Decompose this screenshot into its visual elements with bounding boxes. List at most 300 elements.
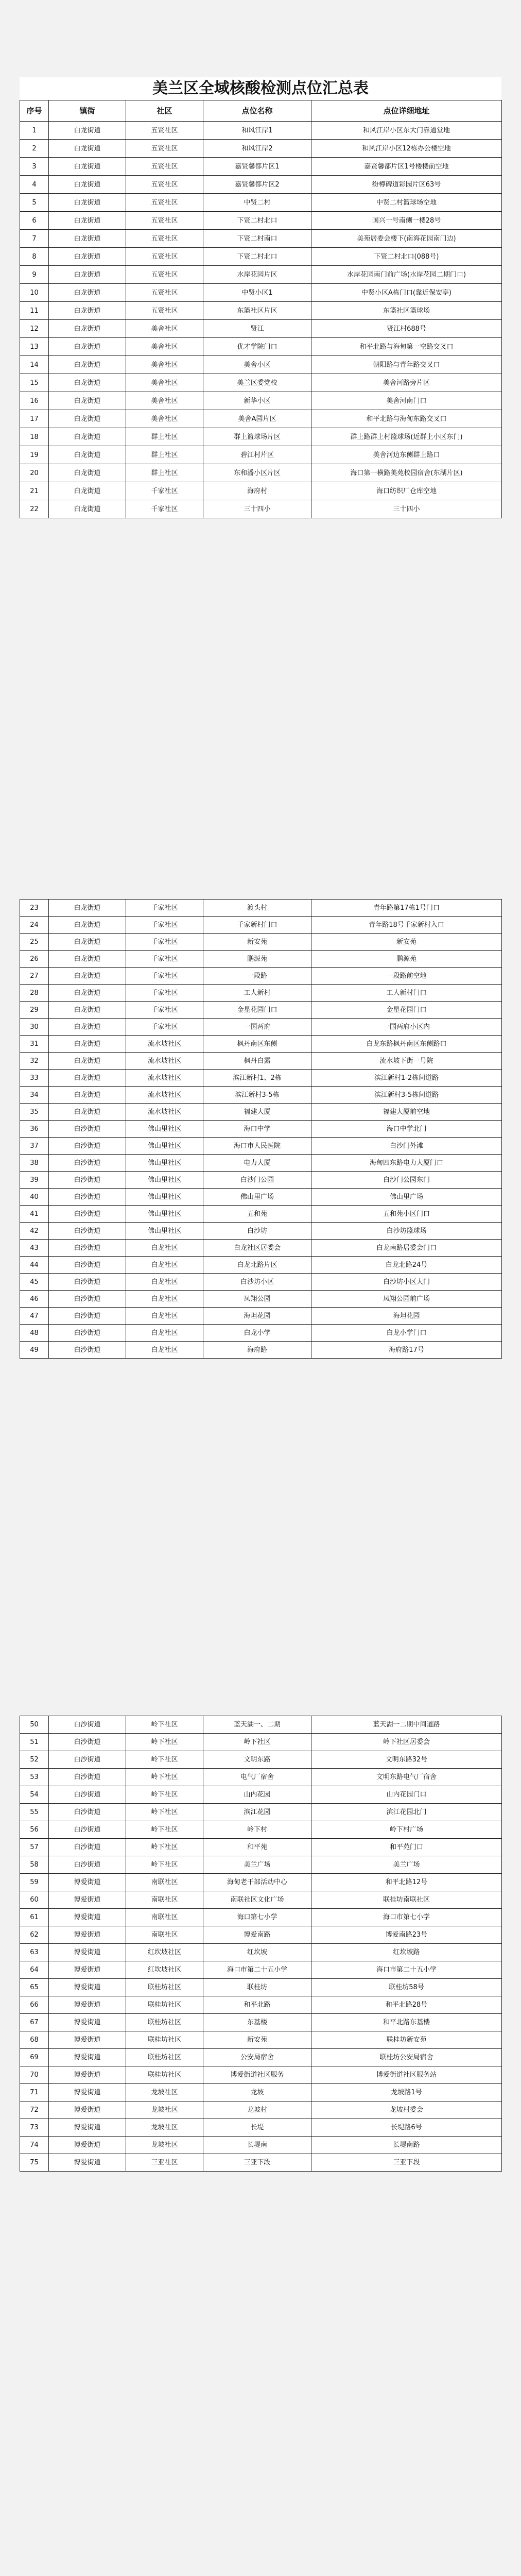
table-row: [20, 122, 502, 140]
community-cell: 白龙社区: [126, 1240, 203, 1257]
community-cell: 白龙社区: [126, 1342, 203, 1359]
community-cell: 岭下社区: [126, 1804, 203, 1821]
community-cell: 岭下社区: [126, 1856, 203, 1874]
row-number: 19: [20, 446, 49, 464]
town-cell: 白沙街道: [49, 1257, 126, 1274]
town-cell: 白沙街道: [49, 1751, 126, 1769]
table-row: [20, 2084, 502, 2102]
town-cell: 博爱街道: [49, 2084, 126, 2102]
table-row: [20, 2066, 502, 2084]
site-address-cell: 海甸四东路电力大厦门口: [311, 1155, 502, 1172]
site-name-cell: 白龙社区居委会: [203, 1240, 311, 1257]
row-number: 32: [20, 1053, 49, 1070]
site-name-cell: 美兰区委党校: [203, 374, 311, 392]
site-address-cell: 滨江新村3-5栋间道路: [311, 1087, 502, 1104]
table-row: [20, 1944, 502, 1961]
site-address-cell: 白沙门外滩: [311, 1138, 502, 1155]
town-cell: 白龙街道: [49, 140, 126, 158]
row-number: 29: [20, 1002, 49, 1019]
site-address-cell: 白龙小学门口: [311, 1325, 502, 1342]
site-name-cell: 白龙小学: [203, 1325, 311, 1342]
community-cell: 群上社区: [126, 464, 203, 482]
row-number: 38: [20, 1155, 49, 1172]
row-number: 47: [20, 1308, 49, 1325]
table-row: [20, 212, 502, 230]
community-cell: 千家社区: [126, 482, 203, 500]
community-cell: 龙坡社区: [126, 2084, 203, 2102]
row-number: 20: [20, 464, 49, 482]
row-number: 18: [20, 428, 49, 446]
town-cell: 白龙街道: [49, 374, 126, 392]
site-address-cell: 嘉贤馨都片区1号楼楼前空地: [311, 158, 502, 176]
row-number: 62: [20, 1926, 49, 1944]
town-cell: 白龙街道: [49, 248, 126, 266]
town-cell: 白沙街道: [49, 1308, 126, 1325]
table-row: [20, 1189, 502, 1206]
town-cell: 白龙街道: [49, 1019, 126, 1036]
row-number: 7: [20, 230, 49, 248]
row-number: 66: [20, 1996, 49, 2014]
row-number: 64: [20, 1961, 49, 1979]
table-row: [20, 1274, 502, 1291]
site-address-cell: 海口第一横路美苑校园宿舍(东湖片区): [311, 464, 502, 482]
town-cell: 白龙街道: [49, 917, 126, 934]
table-row: [20, 1891, 502, 1909]
town-cell: 白沙街道: [49, 1342, 126, 1359]
site-address-cell: 长堤南路: [311, 2137, 502, 2154]
row-number: 16: [20, 392, 49, 410]
site-name-cell: 中贤二村: [203, 194, 311, 212]
site-name-cell: 优才学院门口: [203, 338, 311, 356]
row-number: 28: [20, 985, 49, 1002]
town-cell: 白龙街道: [49, 482, 126, 500]
site-name-cell: 和平北路: [203, 1996, 311, 2014]
town-cell: 白沙街道: [49, 1189, 126, 1206]
town-cell: 白龙街道: [49, 1036, 126, 1053]
table-row: [20, 1786, 502, 1804]
table-row: [20, 1155, 502, 1172]
community-cell: 五贤社区: [126, 158, 203, 176]
town-cell: 白沙街道: [49, 1716, 126, 1734]
table-row: [20, 248, 502, 266]
row-number: 9: [20, 266, 49, 284]
town-cell: 白龙街道: [49, 1070, 126, 1087]
site-address-cell: 美苑居委会楼下(南海花园南门边): [311, 230, 502, 248]
site-address-cell: 博爱街道社区服务站: [311, 2066, 502, 2084]
town-cell: 白沙街道: [49, 1138, 126, 1155]
table-page-3: [20, 1716, 501, 2172]
town-cell: 白龙街道: [49, 176, 126, 194]
row-number: 50: [20, 1716, 49, 1734]
town-cell: 博爱街道: [49, 2031, 126, 2049]
table-row: [20, 900, 502, 917]
town-cell: 博爱街道: [49, 1891, 126, 1909]
row-number: 22: [20, 500, 49, 518]
community-cell: 佛山里社区: [126, 1189, 203, 1206]
community-cell: 千家社区: [126, 985, 203, 1002]
community-cell: 龙坡社区: [126, 2137, 203, 2154]
site-name-cell: 岭下社区: [203, 1734, 311, 1751]
community-cell: 佛山里社区: [126, 1121, 203, 1138]
town-cell: 白龙街道: [49, 934, 126, 951]
row-number: 55: [20, 1804, 49, 1821]
town-cell: 白龙街道: [49, 284, 126, 302]
row-number: 6: [20, 212, 49, 230]
site-address-cell: 长堤路6号: [311, 2119, 502, 2137]
site-name-cell: 博爱街道社区服务: [203, 2066, 311, 2084]
site-name-cell: 电气厂宿舍: [203, 1769, 311, 1786]
community-cell: 佛山里社区: [126, 1138, 203, 1155]
community-cell: 龙坡社区: [126, 2102, 203, 2119]
town-cell: 博爱街道: [49, 2137, 126, 2154]
row-number: 14: [20, 356, 49, 374]
site-address-cell: 朝阳路与青年路交叉口: [311, 356, 502, 374]
table-row: [20, 1804, 502, 1821]
community-cell: 联桂坊社区: [126, 2031, 203, 2049]
town-cell: 白沙街道: [49, 1274, 126, 1291]
site-address-cell: 三亚下段: [311, 2154, 502, 2172]
community-cell: 美舍社区: [126, 320, 203, 338]
site-name-cell: 新华小区: [203, 392, 311, 410]
site-address-cell: 博爱南路23号: [311, 1926, 502, 1944]
site-name-cell: 龙坡: [203, 2084, 311, 2102]
town-cell: 博爱街道: [49, 1909, 126, 1926]
site-name-cell: 南联社区文化广场: [203, 1891, 311, 1909]
town-cell: 白沙街道: [49, 1821, 126, 1839]
town-cell: 白沙街道: [49, 1121, 126, 1138]
table-row: [20, 410, 502, 428]
community-cell: 岭下社区: [126, 1751, 203, 1769]
row-number: 27: [20, 968, 49, 985]
row-number: 71: [20, 2084, 49, 2102]
row-number: 59: [20, 1874, 49, 1891]
site-name-cell: 红坎坡: [203, 1944, 311, 1961]
table-row: [20, 446, 502, 464]
site-address-cell: 国兴一号南侧一楼28号: [311, 212, 502, 230]
town-cell: 白沙街道: [49, 1325, 126, 1342]
town-cell: 博爱街道: [49, 2049, 126, 2066]
table-row: [20, 1961, 502, 1979]
site-address-cell: 美舍河边东侧群上路口: [311, 446, 502, 464]
table-row: [20, 2102, 502, 2119]
town-cell: 白龙街道: [49, 194, 126, 212]
row-number: 31: [20, 1036, 49, 1053]
site-name-cell: 海甸老干部活动中心: [203, 1874, 311, 1891]
site-address-cell: 白龙南路居委会门口: [311, 1240, 502, 1257]
site-name-cell: 海口市人民医院: [203, 1138, 311, 1155]
row-number: 1: [20, 122, 49, 140]
site-name-cell: 佛山里广场: [203, 1189, 311, 1206]
site-address-cell: 流水坡下街一号院: [311, 1053, 502, 1070]
community-cell: 岭下社区: [126, 1786, 203, 1804]
site-address-cell: 岭下社区居委会: [311, 1734, 502, 1751]
site-address-cell: 联桂坊新安苑: [311, 2031, 502, 2049]
table-row: [20, 500, 502, 518]
site-address-cell: 山内花园门口: [311, 1786, 502, 1804]
row-number: 61: [20, 1909, 49, 1926]
column-header: 点位详细地址: [311, 100, 502, 122]
town-cell: 博爱街道: [49, 2154, 126, 2172]
town-cell: 博爱街道: [49, 1944, 126, 1961]
table-row: [20, 1257, 502, 1274]
town-cell: 白龙街道: [49, 1104, 126, 1121]
site-address-cell: 红坎坡路: [311, 1944, 502, 1961]
site-name-cell: 新安苑: [203, 934, 311, 951]
table-row: [20, 2014, 502, 2031]
site-address-cell: 海口市第二十五小学: [311, 1961, 502, 1979]
site-address-cell: 鹏源苑: [311, 951, 502, 968]
table-row: [20, 2154, 502, 2172]
community-cell: 千家社区: [126, 917, 203, 934]
site-address-cell: 蓝天湖一二期中间道路: [311, 1716, 502, 1734]
table-row: [20, 1926, 502, 1944]
site-name-cell: 一段路: [203, 968, 311, 985]
table-row: [20, 1206, 502, 1223]
column-header: 序号: [20, 100, 49, 122]
site-name-cell: 滨江新村1、2栋: [203, 1070, 311, 1087]
site-name-cell: 长堤: [203, 2119, 311, 2137]
table-row: [20, 1019, 502, 1036]
site-address-cell: 水岸花园南门前广场(水岸花园二期门口): [311, 266, 502, 284]
town-cell: 博爱街道: [49, 2102, 126, 2119]
town-cell: 白龙街道: [49, 230, 126, 248]
row-number: 52: [20, 1751, 49, 1769]
site-name-cell: 美兰广场: [203, 1856, 311, 1874]
row-number: 56: [20, 1821, 49, 1839]
site-address-cell: 一国两府小区内: [311, 1019, 502, 1036]
community-cell: 岭下社区: [126, 1839, 203, 1856]
site-address-cell: 海府路17号: [311, 1342, 502, 1359]
town-cell: 白沙街道: [49, 1155, 126, 1172]
site-name-cell: 海口中学: [203, 1121, 311, 1138]
site-name-cell: 嘉贤馨都片区1: [203, 158, 311, 176]
table-row: [20, 320, 502, 338]
test-site-table: [20, 1716, 502, 2172]
table-row: [20, 1087, 502, 1104]
table-row: [20, 1240, 502, 1257]
community-cell: 岭下社区: [126, 1821, 203, 1839]
row-number: 21: [20, 482, 49, 500]
community-cell: 千家社区: [126, 500, 203, 518]
row-number: 35: [20, 1104, 49, 1121]
site-address-cell: 文明东路32号: [311, 1751, 502, 1769]
row-number: 54: [20, 1786, 49, 1804]
site-name-cell: 岭下村: [203, 1821, 311, 1839]
row-number: 11: [20, 302, 49, 320]
table-row: [20, 158, 502, 176]
site-name-cell: 嘉贤馨都片区2: [203, 176, 311, 194]
site-address-cell: 下贤二村北口(088号): [311, 248, 502, 266]
site-address-cell: 中贤小区A栋门口(靠近保安亭): [311, 284, 502, 302]
site-address-cell: 群上路群上村篮球场(近群上小区东门): [311, 428, 502, 446]
community-cell: 南联社区: [126, 1891, 203, 1909]
community-cell: 流水坡社区: [126, 1053, 203, 1070]
site-address-cell: 金星花园门口: [311, 1002, 502, 1019]
site-name-cell: 长堤南: [203, 2137, 311, 2154]
table-row: [20, 1769, 502, 1786]
site-name-cell: 三十四小: [203, 500, 311, 518]
row-number: 65: [20, 1979, 49, 1996]
site-name-cell: 海坦花园: [203, 1308, 311, 1325]
site-name-cell: 海口市第二十五小学: [203, 1961, 311, 1979]
table-row: [20, 1223, 502, 1240]
community-cell: 五贤社区: [126, 266, 203, 284]
row-number: 36: [20, 1121, 49, 1138]
town-cell: 白龙街道: [49, 392, 126, 410]
community-cell: 千家社区: [126, 900, 203, 917]
table-row: [20, 302, 502, 320]
site-address-cell: 福建大厦前空地: [311, 1104, 502, 1121]
site-address-cell: 联桂坊南联社区: [311, 1891, 502, 1909]
table-row: [20, 1821, 502, 1839]
site-address-cell: 龙坡路1号: [311, 2084, 502, 2102]
community-cell: 千家社区: [126, 1019, 203, 1036]
table-row: [20, 482, 502, 500]
site-name-cell: 五和苑: [203, 1206, 311, 1223]
row-number: 33: [20, 1070, 49, 1087]
site-name-cell: 下贤二村北口: [203, 212, 311, 230]
site-address-cell: 白龙东路枫丹南区东侧路口: [311, 1036, 502, 1053]
table-row: [20, 140, 502, 158]
site-address-cell: 龙坡村委会: [311, 2102, 502, 2119]
row-number: 74: [20, 2137, 49, 2154]
table-row: [20, 176, 502, 194]
community-cell: 佛山里社区: [126, 1206, 203, 1223]
site-address-cell: 凤翔公园前广场: [311, 1291, 502, 1308]
site-address-cell: 工人新村门口: [311, 985, 502, 1002]
community-cell: 联桂坊社区: [126, 2014, 203, 2031]
town-cell: 白龙街道: [49, 1053, 126, 1070]
table-row: [20, 1308, 502, 1325]
site-address-cell: 白沙坊篮球场: [311, 1223, 502, 1240]
site-name-cell: 电力大厦: [203, 1155, 311, 1172]
row-number: 60: [20, 1891, 49, 1909]
site-address-cell: 和平北路东基楼: [311, 2014, 502, 2031]
table-row: [20, 1002, 502, 1019]
site-name-cell: 枫丹南区东侧: [203, 1036, 311, 1053]
site-name-cell: 工人新村: [203, 985, 311, 1002]
community-cell: 佛山里社区: [126, 1172, 203, 1189]
site-name-cell: 公安局宿舍: [203, 2049, 311, 2066]
community-cell: 流水坡社区: [126, 1104, 203, 1121]
table-row: [20, 985, 502, 1002]
site-name-cell: 海口第七小学: [203, 1909, 311, 1926]
column-header: 镇街: [49, 100, 126, 122]
site-address-cell: 白龙北路24号: [311, 1257, 502, 1274]
town-cell: 白龙街道: [49, 356, 126, 374]
site-address-cell: 和风江岸小区12栋办公楼空地: [311, 140, 502, 158]
town-cell: 白龙街道: [49, 158, 126, 176]
community-cell: 联桂坊社区: [126, 2066, 203, 2084]
community-cell: 五贤社区: [126, 122, 203, 140]
site-name-cell: 碧江村片区: [203, 446, 311, 464]
community-cell: 红坎坡社区: [126, 1961, 203, 1979]
town-cell: 博爱街道: [49, 1979, 126, 1996]
site-address-cell: 美舍河路旁片区: [311, 374, 502, 392]
site-address-cell: 东篮社区篮球场: [311, 302, 502, 320]
table-row: [20, 917, 502, 934]
community-cell: 五贤社区: [126, 248, 203, 266]
site-address-cell: 五和苑小区门口: [311, 1206, 502, 1223]
row-number: 46: [20, 1291, 49, 1308]
site-address-cell: 美舍河南门口: [311, 392, 502, 410]
table-row: [20, 1291, 502, 1308]
header-row: [20, 100, 502, 122]
row-number: 67: [20, 2014, 49, 2031]
table-row: [20, 194, 502, 212]
community-cell: 岭下社区: [126, 1769, 203, 1786]
site-name-cell: 东基楼: [203, 2014, 311, 2031]
community-cell: 五贤社区: [126, 212, 203, 230]
town-cell: 白沙街道: [49, 1786, 126, 1804]
row-number: 30: [20, 1019, 49, 1036]
table-row: [20, 2119, 502, 2137]
table-row: [20, 1979, 502, 1996]
community-cell: 千家社区: [126, 968, 203, 985]
site-address-cell: 和平北路与海甸东路交叉口: [311, 410, 502, 428]
site-address-cell: 海口中学北门: [311, 1121, 502, 1138]
row-number: 17: [20, 410, 49, 428]
town-cell: 博爱街道: [49, 2014, 126, 2031]
community-cell: 五贤社区: [126, 284, 203, 302]
town-cell: 白沙街道: [49, 1291, 126, 1308]
town-cell: 白龙街道: [49, 446, 126, 464]
row-number: 49: [20, 1342, 49, 1359]
town-cell: 白沙街道: [49, 1839, 126, 1856]
site-name-cell: 滨江花园: [203, 1804, 311, 1821]
row-number: 51: [20, 1734, 49, 1751]
town-cell: 白龙街道: [49, 320, 126, 338]
site-name-cell: 一国两府: [203, 1019, 311, 1036]
site-name-cell: 福建大厦: [203, 1104, 311, 1121]
site-name-cell: 美舍小区: [203, 356, 311, 374]
town-cell: 博爱街道: [49, 2066, 126, 2084]
table-row: [20, 1121, 502, 1138]
site-name-cell: 中贤小区1: [203, 284, 311, 302]
community-cell: 千家社区: [126, 1002, 203, 1019]
row-number: 75: [20, 2154, 49, 2172]
row-number: 70: [20, 2066, 49, 2084]
community-cell: 美舍社区: [126, 356, 203, 374]
community-cell: 群上社区: [126, 428, 203, 446]
town-cell: 白龙街道: [49, 1087, 126, 1104]
site-address-cell: 中贤二村篮球场空地: [311, 194, 502, 212]
town-cell: 白龙街道: [49, 951, 126, 968]
site-name-cell: 枫丹白露: [203, 1053, 311, 1070]
table-row: [20, 2137, 502, 2154]
site-address-cell: 岭下村广场: [311, 1821, 502, 1839]
site-name-cell: 博爱南路: [203, 1926, 311, 1944]
site-name-cell: 联桂坊: [203, 1979, 311, 1996]
site-name-cell: 海府路: [203, 1342, 311, 1359]
row-number: 23: [20, 900, 49, 917]
site-name-cell: 贤江: [203, 320, 311, 338]
town-cell: 白龙街道: [49, 900, 126, 917]
table-row: [20, 428, 502, 446]
community-cell: 美舍社区: [126, 392, 203, 410]
row-number: 53: [20, 1769, 49, 1786]
community-cell: 白龙社区: [126, 1274, 203, 1291]
table-row: [20, 392, 502, 410]
row-number: 2: [20, 140, 49, 158]
site-name-cell: 和平苑: [203, 1839, 311, 1856]
row-number: 42: [20, 1223, 49, 1240]
row-number: 5: [20, 194, 49, 212]
site-address-cell: 海坦花园: [311, 1308, 502, 1325]
column-header: 社区: [126, 100, 203, 122]
site-name-cell: 白沙坊: [203, 1223, 311, 1240]
table-row: [20, 1104, 502, 1121]
